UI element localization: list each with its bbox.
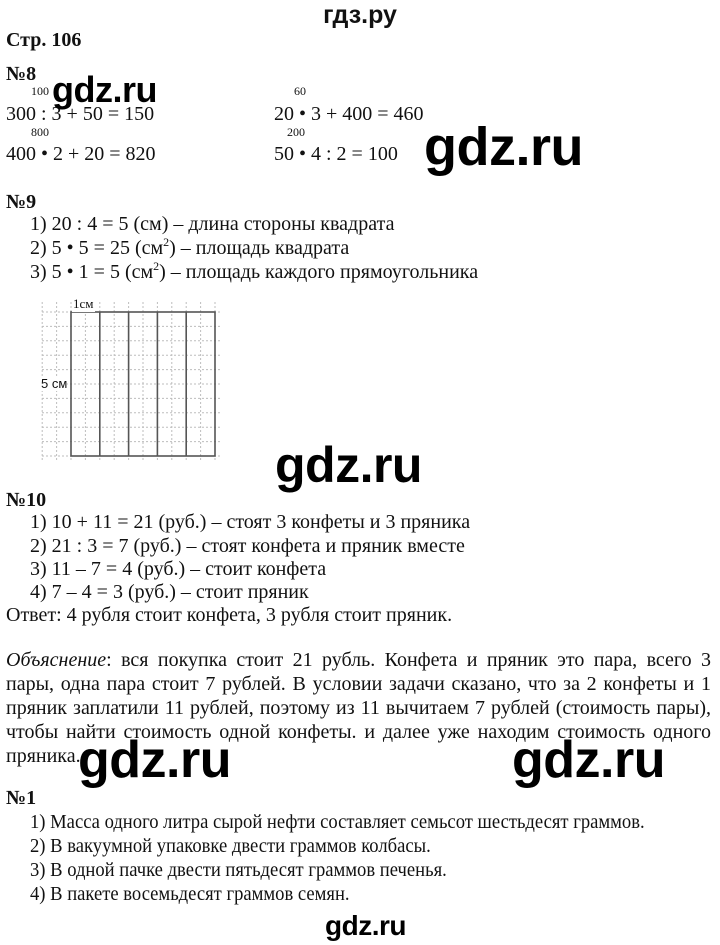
watermark: gdz.ru bbox=[512, 731, 665, 789]
task10-explanation: Объяснение: вся покупка стоит 21 рубль. Конфета и пряник это пара, всего 3 пары, одна пара стоит 7 рублей. В условии задачи сказано, что за 2 конфеты и 1 пряник заплатили 11 рублей, поэтому из 11 вычитаем 7 рублей (стоимость пары), чтобы найти стоимость одной конфеты. и далее уже находим стоимость одного пряника. bbox=[6, 649, 711, 767]
task1-item-4: 4) В пакете восемьдесят граммов семян. bbox=[30, 883, 350, 905]
watermark: gdz.ru bbox=[424, 117, 583, 177]
task9-step-2: 2) 5 • 5 = 25 $(см^2)$ – площадь квадрата bbox=[30, 235, 350, 259]
task10-step-3: 3) 11 – 7 = 4 (руб.) – стоит конфета bbox=[30, 558, 327, 580]
task8-hint-1: 100 bbox=[31, 84, 49, 98]
task10-answer: Ответ: 4 рубля стоит конфета, 3 рубля стоит пряник. bbox=[6, 604, 453, 626]
task10-step-4: 4) 7 – 4 = 3 (руб.) – стоит пряник bbox=[30, 581, 309, 603]
watermark: gdz.ru bbox=[275, 437, 422, 493]
task8-equation-1: 300 : 3 + 50 = 150 bbox=[6, 103, 155, 125]
watermark: gdz.ru bbox=[325, 910, 406, 941]
watermark: gdz.ru bbox=[78, 731, 231, 789]
site-title: гдз.ру bbox=[323, 1, 397, 29]
task1-item-3: 3) В одной пачке двести пятьдесят граммов печенья. bbox=[30, 859, 447, 881]
page-label: Стр. 106 bbox=[6, 29, 82, 51]
task9-label: №9 bbox=[6, 191, 37, 213]
task8-hint-3: 800 bbox=[31, 125, 49, 139]
square-figure bbox=[38, 296, 230, 472]
task8-hint-4: 200 bbox=[287, 125, 305, 139]
task8-hint-2: 60 bbox=[294, 84, 306, 98]
task10-step-1: 1) 10 + 11 = 21 (руб.) – стоят 3 конфеты и 3 пряника bbox=[30, 511, 471, 533]
figure-top-label: 1см bbox=[73, 296, 94, 311]
task10-label: №10 bbox=[6, 489, 47, 511]
task9-step-3: 3) 5 • 1 = 5 $(см^2)$ – площадь каждого прямоугольника bbox=[30, 259, 479, 283]
task10-step-2: 2) 21 : 3 = 7 (руб.) – стоят конфета и пряник вместе bbox=[30, 535, 465, 557]
task9-step-1: 1) 20 : 4 = 5 (см) – длина стороны квадрата bbox=[30, 213, 395, 235]
task1-label: №1 bbox=[6, 787, 37, 809]
explanation-label: Объяснение bbox=[6, 649, 107, 671]
task8-label: №8 bbox=[6, 63, 37, 85]
figure-side-label: 5 см bbox=[41, 376, 68, 391]
task1-item-2: 2) В вакуумной упаковке двести граммов колбасы. bbox=[30, 835, 431, 857]
task1-item-1: 1) Масса одного литра сырой нефти составляет семьсот шестьдесят граммов. bbox=[30, 811, 645, 833]
task8-equation-4: 50 • 4 : 2 = 100 bbox=[274, 143, 398, 165]
task8-equation-2: 20 • 3 + 400 = 460 bbox=[274, 103, 424, 125]
watermark: gdz.ru bbox=[52, 69, 157, 110]
task8-equation-3: 400 • 2 + 20 = 820 bbox=[6, 143, 156, 165]
